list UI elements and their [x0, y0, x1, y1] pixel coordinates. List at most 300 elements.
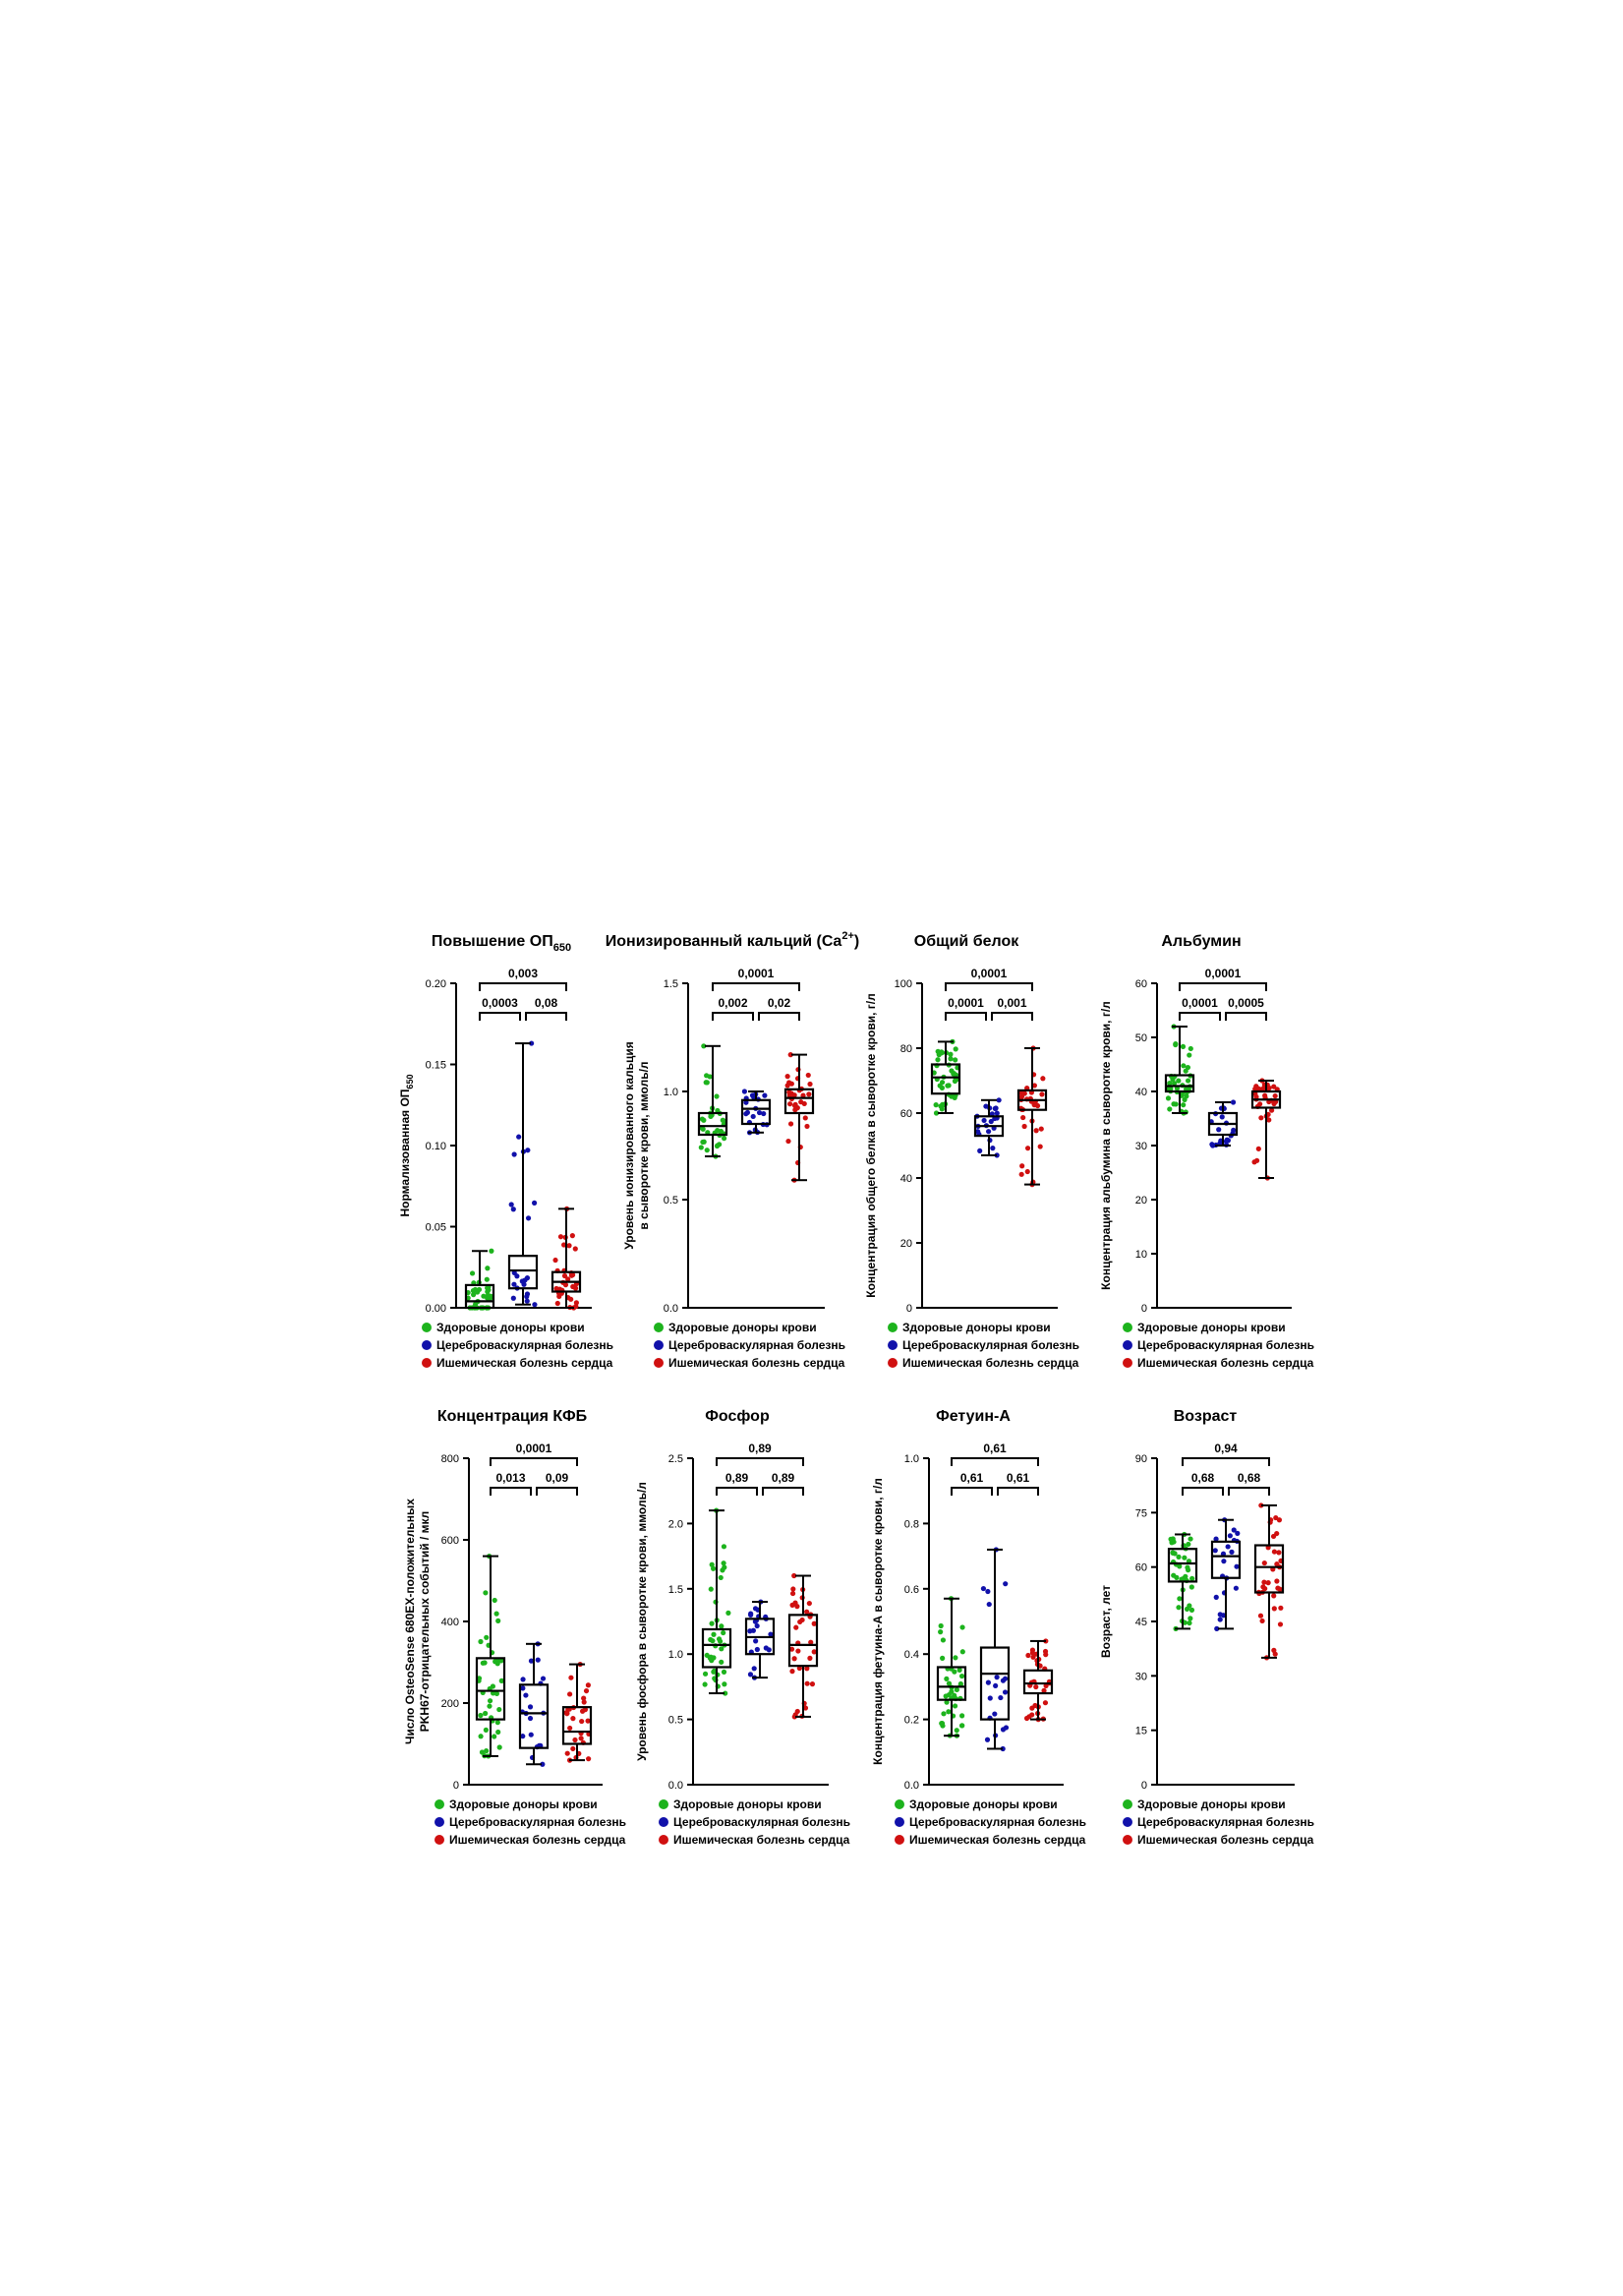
data-point [789, 1082, 794, 1087]
data-point [478, 1713, 483, 1718]
legend-item [1123, 1833, 1314, 1847]
bracket-line [1180, 1013, 1220, 1021]
box-3 [1255, 1502, 1284, 1660]
data-point [1274, 1531, 1279, 1536]
bracket-line [491, 1488, 531, 1496]
bracket-line [480, 1013, 520, 1021]
data-point [489, 1249, 493, 1254]
data-point [711, 1632, 716, 1637]
legend-label: Здоровые доноры крови [909, 1797, 1058, 1811]
significance-bracket [717, 1471, 757, 1496]
data-point [752, 1666, 757, 1671]
p-value-label: 0,89 [748, 1442, 772, 1455]
data-point [1188, 1046, 1193, 1051]
data-point [944, 1677, 949, 1681]
data-point [570, 1746, 575, 1751]
data-point [939, 1623, 944, 1628]
data-point [705, 1148, 710, 1152]
data-point [582, 1699, 587, 1704]
data-point [993, 1683, 998, 1688]
legend-item [895, 1797, 1058, 1811]
data-point [722, 1136, 726, 1141]
chart-panel-4 [1099, 933, 1314, 1370]
significance-bracket [992, 996, 1032, 1021]
box-2 [742, 1089, 770, 1135]
legend-item [1123, 1338, 1314, 1352]
y-tick-label: 2.5 [667, 1453, 683, 1465]
significance-bracket [491, 1471, 531, 1496]
data-point [719, 1575, 724, 1580]
legend-item [654, 1356, 845, 1370]
data-point [1257, 1101, 1262, 1106]
legend-label: Здоровые доноры крови [673, 1797, 822, 1811]
legend-label: Ишемическая болезнь сердца [668, 1356, 845, 1370]
legend-label: Цереброваскулярная болезнь [449, 1815, 626, 1829]
p-value-label: 0,013 [495, 1471, 526, 1485]
data-point [579, 1719, 584, 1724]
y-tick-label: 60 [1134, 1561, 1147, 1574]
data-point [1235, 1531, 1240, 1536]
p-value-label: 0,61 [1006, 1471, 1030, 1485]
data-point [1213, 1548, 1218, 1553]
legend-item [654, 1321, 817, 1334]
significance-bracket [946, 996, 986, 1021]
data-point [1025, 1146, 1030, 1150]
data-point [945, 1084, 950, 1089]
y-tick-label: 400 [440, 1617, 459, 1628]
data-point [1189, 1576, 1194, 1581]
data-point [470, 1270, 475, 1275]
legend-item [1123, 1356, 1314, 1370]
box-2 [1212, 1517, 1240, 1631]
y-tick-label: 200 [440, 1698, 459, 1710]
p-value-label: 0,68 [1190, 1471, 1215, 1485]
data-point [722, 1560, 726, 1565]
data-point [1043, 1652, 1048, 1657]
data-point [493, 1598, 497, 1603]
box-1 [699, 1043, 727, 1158]
data-point [1022, 1124, 1027, 1129]
data-point [1272, 1606, 1277, 1611]
data-point [480, 1749, 485, 1754]
data-point [804, 1610, 809, 1615]
data-point [805, 1681, 810, 1686]
legend-label: Цереброваскулярная болезнь [1137, 1815, 1314, 1829]
data-point [558, 1234, 563, 1239]
legend-marker [1123, 1817, 1132, 1827]
data-point [570, 1716, 575, 1721]
data-point [524, 1294, 529, 1299]
y-tick-label: 0 [452, 1780, 459, 1792]
bracket-line [480, 983, 566, 991]
y-tick-label: 90 [1134, 1453, 1147, 1465]
data-point [509, 1202, 514, 1207]
legend-marker [888, 1340, 898, 1350]
data-point [1181, 1102, 1186, 1107]
data-point [703, 1681, 708, 1686]
legend-marker [1123, 1835, 1132, 1845]
data-point [570, 1284, 575, 1289]
data-point [580, 1709, 585, 1714]
y-tick-label: 15 [1134, 1725, 1147, 1737]
p-value-label: 0,0005 [1228, 996, 1264, 1010]
data-point [1171, 1551, 1176, 1556]
legend-marker [654, 1340, 664, 1350]
p-value-label: 0,08 [534, 996, 558, 1010]
data-point [485, 1277, 490, 1282]
data-point [523, 1692, 528, 1697]
data-point [795, 1648, 800, 1653]
data-point [496, 1707, 501, 1712]
data-point [484, 1635, 489, 1640]
legend-label: Цереброваскулярная болезнь [673, 1815, 850, 1829]
data-point [566, 1243, 571, 1248]
data-point [941, 1711, 946, 1716]
box-1 [938, 1596, 965, 1738]
data-point [755, 1647, 760, 1652]
data-point [789, 1669, 794, 1674]
legend-marker [888, 1358, 898, 1368]
y-axis-label: Уровень фосфора в сыворотке крови, ммоль/л [635, 1482, 649, 1761]
significance-bracket [537, 1471, 577, 1496]
data-point [985, 1737, 990, 1742]
chart-title: Возраст [1173, 1408, 1238, 1425]
chart-title: Концентрация КФБ [436, 1408, 588, 1425]
legend-item [422, 1338, 613, 1352]
box-1 [1168, 1532, 1196, 1631]
data-point [1020, 1115, 1025, 1120]
data-point [790, 1591, 795, 1596]
legend-label: Здоровые доноры крови [1137, 1321, 1286, 1334]
data-point [704, 1080, 709, 1085]
data-point [1182, 1556, 1187, 1560]
legend-item [888, 1338, 1079, 1352]
legend-label: Ишемическая болезнь сердца [1137, 1833, 1314, 1847]
y-tick-label: 1.0 [667, 1649, 683, 1662]
y-tick-label: 0.05 [425, 1221, 446, 1234]
data-point [511, 1296, 516, 1301]
box-2 [974, 1097, 1003, 1157]
data-point [1262, 1560, 1267, 1565]
data-point [1182, 1097, 1187, 1102]
legend-marker [1123, 1340, 1132, 1350]
legend-marker [659, 1817, 668, 1827]
data-point [1034, 1128, 1039, 1133]
data-point [959, 1674, 964, 1678]
data-point [998, 1695, 1003, 1700]
data-point [788, 1121, 793, 1126]
bracket-line [952, 1458, 1038, 1466]
data-point [573, 1246, 578, 1251]
data-point [1183, 1574, 1188, 1579]
data-point [703, 1672, 708, 1677]
chart-panel-2 [606, 930, 859, 1370]
significance-bracket [526, 996, 566, 1021]
data-point [567, 1691, 572, 1696]
data-point [495, 1720, 500, 1725]
data-point [988, 1695, 993, 1700]
data-point [516, 1135, 521, 1140]
data-point [478, 1734, 483, 1738]
legend-marker [435, 1799, 444, 1809]
legend-item [435, 1815, 626, 1829]
y-tick-label: 2.0 [667, 1518, 683, 1531]
box-1 [476, 1554, 504, 1759]
data-point [700, 1140, 705, 1145]
y-tick-label: 75 [1134, 1507, 1147, 1520]
data-point [555, 1301, 560, 1306]
data-point [795, 1709, 800, 1714]
significance-bracket [1226, 996, 1266, 1021]
y-axis-label: Концентрация фетуина-А в сыворотке крови, г/л [871, 1478, 885, 1765]
y-tick-label: 0.0 [903, 1780, 919, 1792]
data-point [1278, 1621, 1283, 1626]
data-point [1030, 1648, 1035, 1653]
data-point [710, 1638, 715, 1643]
legend-item [895, 1815, 1086, 1829]
data-point [483, 1590, 488, 1595]
bracket-line [998, 1488, 1038, 1496]
box-1 [466, 1249, 494, 1311]
y-tick-label: 50 [1134, 1032, 1147, 1044]
y-tick-label: 30 [1134, 1141, 1147, 1152]
data-point [940, 1656, 945, 1661]
data-point [990, 1146, 995, 1150]
data-point [1167, 1106, 1172, 1111]
y-tick-label: 0 [1140, 1303, 1147, 1315]
significance-bracket [759, 996, 799, 1021]
data-point [1274, 1561, 1279, 1566]
legend-marker [422, 1323, 432, 1332]
p-value-label: 0,89 [771, 1471, 795, 1485]
data-point [1022, 1090, 1027, 1095]
y-tick-label: 60 [899, 1108, 912, 1120]
legend-marker [895, 1835, 904, 1845]
data-point [959, 1713, 964, 1718]
data-point [793, 1625, 798, 1630]
chart-title: Фосфор [705, 1408, 770, 1425]
data-point [1174, 1575, 1179, 1580]
data-point [1188, 1536, 1192, 1541]
data-point [1176, 1555, 1181, 1560]
bracket-line [1226, 1013, 1266, 1021]
data-point [1171, 1101, 1176, 1106]
data-point [792, 1656, 797, 1661]
data-point [790, 1586, 795, 1591]
y-tick-label: 1.5 [667, 1583, 683, 1596]
data-point [803, 1115, 808, 1120]
data-point [748, 1672, 753, 1677]
data-point [1003, 1677, 1008, 1681]
legend-marker [895, 1799, 904, 1809]
data-point [1033, 1684, 1038, 1689]
chart-title: Повышение $ОП_{650}$ [431, 933, 572, 954]
legend-label: Цереброваскулярная болезнь [902, 1338, 1079, 1352]
data-point [806, 1073, 811, 1078]
data-point [495, 1730, 500, 1735]
data-point [708, 1074, 713, 1079]
data-point [573, 1304, 578, 1309]
data-point [1273, 1652, 1278, 1657]
data-point [722, 1544, 726, 1549]
data-point [1256, 1147, 1261, 1151]
y-axis-label: Концентрация общего белка в сыворотке крови, г/л [864, 993, 878, 1298]
data-point [807, 1656, 812, 1661]
significance-bracket [1229, 1471, 1269, 1496]
data-point [960, 1649, 965, 1654]
data-point [987, 1602, 992, 1607]
p-value-label: 0,0003 [482, 996, 518, 1010]
data-point [1226, 1544, 1231, 1549]
chart-title: Общий белок [913, 933, 1019, 950]
data-point [959, 1624, 964, 1629]
y-tick-label: 0.2 [903, 1714, 919, 1727]
data-point [948, 1056, 953, 1061]
data-point [526, 1215, 531, 1220]
legend-item [654, 1338, 845, 1352]
p-value-label: 0,0001 [1182, 996, 1218, 1010]
y-tick-label: 20 [899, 1238, 912, 1250]
significance-bracket [480, 967, 566, 991]
data-point [1231, 1128, 1236, 1133]
data-point [586, 1682, 591, 1687]
data-point [1228, 1533, 1233, 1538]
data-point [1187, 1052, 1191, 1057]
data-point [940, 1102, 945, 1107]
data-point [1043, 1700, 1048, 1705]
bracket-line [763, 1488, 803, 1496]
data-point [1186, 1065, 1190, 1070]
legend-marker [1123, 1799, 1132, 1809]
data-point [1166, 1095, 1171, 1100]
bracket-line [946, 1013, 986, 1021]
y-axis-label: Концентрация альбумина в сыворотке крови, г/л [1099, 1001, 1113, 1290]
data-point [711, 1655, 716, 1660]
y-tick-label: 0.0 [667, 1780, 683, 1792]
data-point [579, 1736, 584, 1740]
data-point [993, 1106, 998, 1111]
data-point [532, 1201, 537, 1206]
data-point [787, 1101, 792, 1106]
data-point [810, 1681, 815, 1686]
p-value-label: 0,61 [959, 1471, 984, 1485]
data-point [1173, 1042, 1178, 1047]
data-point [1275, 1586, 1280, 1591]
data-point [1181, 1044, 1186, 1049]
data-point [568, 1676, 573, 1680]
legend-item [1123, 1321, 1286, 1334]
bracket-line [537, 1488, 577, 1496]
data-point [1258, 1115, 1263, 1120]
bracket-line [1183, 1458, 1269, 1466]
y-tick-label: 0.10 [425, 1141, 446, 1152]
data-point [1221, 1559, 1226, 1563]
data-point [584, 1688, 589, 1693]
data-point [572, 1737, 577, 1742]
y-tick-label: 0.5 [667, 1714, 683, 1727]
data-point [997, 1097, 1002, 1102]
data-point [536, 1658, 541, 1663]
data-point [762, 1093, 767, 1098]
data-point [567, 1726, 572, 1731]
data-point [511, 1207, 516, 1211]
legend-label: Ишемическая болезнь сердца [909, 1833, 1086, 1847]
box-2 [746, 1599, 774, 1679]
legend-label: Ишемическая болезнь сердца [436, 1356, 613, 1370]
legend-label: Здоровые доноры крови [668, 1321, 817, 1334]
data-point [719, 1623, 724, 1628]
legend-item [888, 1321, 1051, 1334]
box-2 [981, 1547, 1009, 1751]
data-point [1278, 1606, 1283, 1611]
data-point [1177, 1596, 1182, 1601]
legend-label: Цереброваскулярная болезнь [1137, 1338, 1314, 1352]
data-point [1168, 1537, 1173, 1542]
data-point [1187, 1620, 1191, 1625]
data-point [753, 1638, 758, 1643]
data-point [981, 1118, 986, 1123]
data-point [938, 1629, 943, 1634]
data-point [751, 1628, 756, 1633]
data-point [511, 1282, 516, 1287]
data-point [1188, 1616, 1192, 1620]
significance-bracket [717, 1442, 803, 1466]
data-point [478, 1639, 483, 1644]
data-point [485, 1289, 490, 1294]
box-2 [1209, 1099, 1237, 1148]
data-point [1039, 1091, 1044, 1096]
y-tick-label: 0.4 [903, 1649, 919, 1662]
legend-marker [422, 1358, 432, 1368]
data-point [1234, 1564, 1239, 1569]
legend-marker [659, 1835, 668, 1845]
data-point [495, 1661, 500, 1666]
data-point [940, 1080, 945, 1085]
significance-bracket [952, 1471, 992, 1496]
data-point [701, 1127, 706, 1132]
y-tick-label: 45 [1134, 1617, 1147, 1628]
y-tick-label: 30 [1134, 1671, 1147, 1683]
box-3 [1251, 1078, 1280, 1180]
data-point [955, 1728, 959, 1733]
data-point [492, 1734, 496, 1738]
data-point [700, 1116, 705, 1121]
data-point [1260, 1584, 1265, 1589]
legend-label: Здоровые доноры крови [449, 1797, 598, 1811]
significance-bracket [763, 1471, 803, 1496]
data-point [1220, 1114, 1225, 1119]
data-point [1273, 1093, 1278, 1098]
bracket-line [952, 1488, 992, 1496]
data-point [792, 1107, 797, 1112]
data-point [948, 1052, 953, 1057]
y-tick-label: 0.5 [663, 1195, 678, 1207]
data-point [725, 1611, 730, 1616]
data-point [1216, 1127, 1221, 1132]
data-point [484, 1728, 489, 1733]
data-point [1186, 1567, 1190, 1572]
legend-marker [435, 1817, 444, 1827]
legend-marker [1123, 1323, 1132, 1332]
data-point [1029, 1706, 1034, 1711]
y-tick-label: 0.00 [425, 1303, 446, 1315]
data-point [785, 1139, 790, 1144]
chart-title: Фетуин-А [936, 1408, 1011, 1425]
legend-item [659, 1833, 850, 1847]
legend-label: Цереброваскулярная болезнь [909, 1815, 1086, 1829]
legend-marker [654, 1323, 664, 1332]
data-point [715, 1128, 720, 1133]
